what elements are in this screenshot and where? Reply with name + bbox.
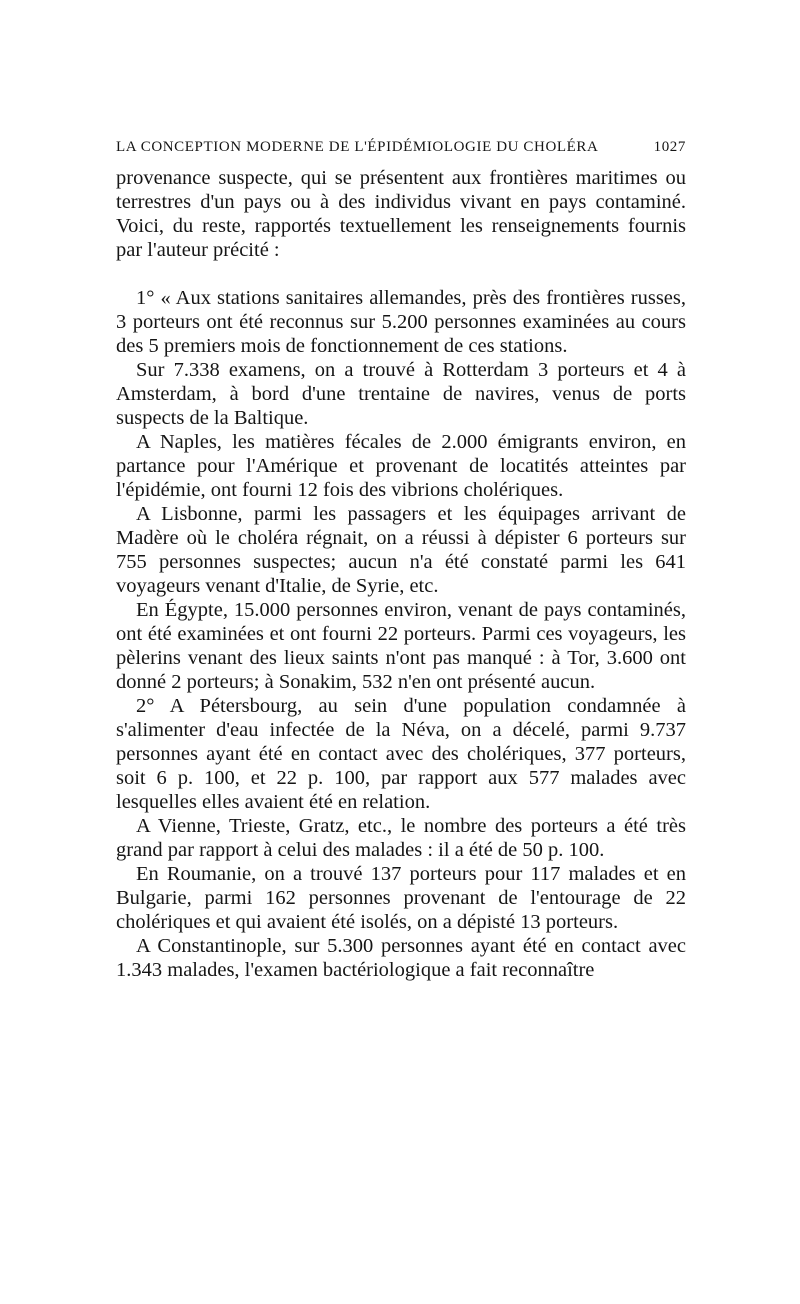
paragraph-4: A Naples, les matières fécales de 2.000 émigrants environ, en partance pour l'Amérique et provenant de locatités atteintes par l'épidémie, ont fourni 12 fois des vibrions cholériques. — [116, 431, 686, 501]
paragraph-3: Sur 7.338 examens, on a trouvé à Rotterdam 3 porteurs et 4 à Amsterdam, à bord d'une trentaine de navires, venus de ports suspects de la Baltique. — [116, 359, 686, 429]
body-text — [116, 166, 686, 982]
paragraph-6: En Égypte, 15.000 personnes environ, venant de pays contaminés, ont été examinées et ont fourni 22 porteurs. Parmi ces voyageurs, les pèlerins venant des lieux saints n'ont pas manqué : à Tor, 3.600 ont donné 2 porteurs; à Sonakim, 532 n'en ont présenté aucun. — [116, 599, 686, 693]
paragraph-8: A Vienne, Trieste, Gratz, etc., le nombre des porteurs a été très grand par rapport à celui des malades : il a été de 50 p. 100. — [116, 815, 686, 861]
paragraph-2: 1° « Aux stations sanitaires allemandes, près des frontières russes, 3 porteurs ont été reconnus sur 5.200 personnes examinées au cours des 5 premiers mois de fonctionnement de ces stations. — [116, 287, 686, 357]
page-number: 1027 — [653, 139, 686, 155]
paragraph-9: En Roumanie, on a trouvé 137 porteurs pour 117 malades et en Bulgarie, parmi 162 personnes provenant de l'entourage de 22 cholériques et qui avaient été isolés, on a dépisté 13 porteurs. — [116, 863, 686, 933]
paragraph-1: provenance suspecte, qui se présentent aux frontières maritimes ou terrestres d'un pays ou à des individus vivant en pays contaminé. Voici, du reste, rapportés textuellement les renseignements fournis par l'auteur précité : — [116, 167, 686, 261]
running-title: LA CONCEPTION MODERNE DE L'ÉPIDÉMIOLOGIE DU CHOLÉRA — [116, 139, 599, 155]
paragraph-5: A Lisbonne, parmi les passagers et les équipages arrivant de Madère où le choléra régnait, on a réussi à dépister 6 porteurs sur 755 personnes suspectes; aucun n'a été constaté parmi les 641 voyageurs venant d'Italie, de Syrie, etc. — [116, 503, 686, 597]
paragraph-7: 2° A Pétersbourg, au sein d'une population condamnée à s'alimenter d'eau infectée de la Néva, on a décelé, parmi 9.737 personnes ayant été en contact avec des cholériques, 377 porteurs, soit 6 p. 100, et 22 p. 100, par rapport aux 577 malades avec lesquelles elles avaient été en relation. — [116, 695, 686, 813]
paragraph-10: A Constantinople, sur 5.300 personnes ayant été en contact avec 1.343 malades, l'examen bactériologique a fait reconnaître — [116, 935, 686, 981]
running-header — [116, 138, 686, 156]
book-page — [116, 138, 686, 982]
